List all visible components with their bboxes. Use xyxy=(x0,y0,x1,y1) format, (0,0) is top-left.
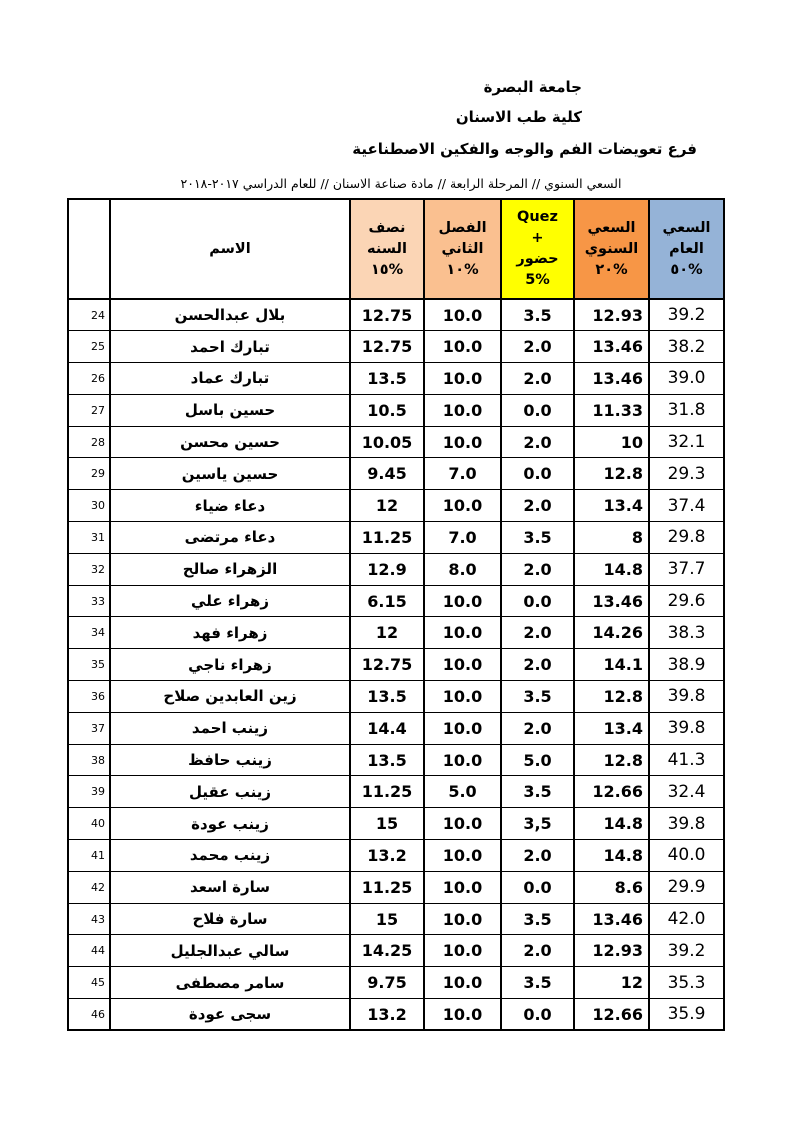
header-quiz-attendance xyxy=(501,199,574,299)
annual-effort-grade: 13.46 xyxy=(574,363,649,395)
total-effort-grade: 39.8 xyxy=(649,712,724,744)
second-semester-grade: 10.0 xyxy=(424,744,501,776)
student-name: سجى عودة xyxy=(110,999,350,1031)
second-semester-grade: 10.0 xyxy=(424,617,501,649)
second-semester-grade: 10.0 xyxy=(424,999,501,1031)
annual-effort-grade: 10 xyxy=(574,426,649,458)
quiz-attendance-grade: 3.5 xyxy=(501,903,574,935)
row-number: 42 xyxy=(68,871,110,903)
student-name: دعاء ضياء xyxy=(110,490,350,522)
table-row xyxy=(68,649,724,681)
second-semester-grade: 10.0 xyxy=(424,394,501,426)
row-number: 40 xyxy=(68,808,110,840)
row-number: 32 xyxy=(68,553,110,585)
row-number: 34 xyxy=(68,617,110,649)
second-semester-grade: 10.0 xyxy=(424,935,501,967)
quiz-attendance-grade: 0.0 xyxy=(501,999,574,1031)
row-number: 28 xyxy=(68,426,110,458)
total-effort-grade: 42.0 xyxy=(649,903,724,935)
annual-effort-grade: 14.8 xyxy=(574,840,649,872)
student-name: سارة اسعد xyxy=(110,871,350,903)
table-row xyxy=(68,776,724,808)
table-header-row xyxy=(68,199,724,299)
student-name: زينب احمد xyxy=(110,712,350,744)
header-line: %٥٠ xyxy=(670,261,703,278)
student-name: زينب حافظ xyxy=(110,744,350,776)
row-number: 36 xyxy=(68,681,110,713)
header-line: 5% xyxy=(525,272,550,288)
header-line: الثاني xyxy=(441,240,484,257)
header-line: %١٥ xyxy=(370,261,404,278)
table-row xyxy=(68,331,724,363)
half-year-grade: 13.5 xyxy=(350,744,424,776)
total-effort-grade: 29.9 xyxy=(649,871,724,903)
table-row xyxy=(68,394,724,426)
annual-effort-grade: 8.6 xyxy=(574,871,649,903)
second-semester-grade: 10.0 xyxy=(424,967,501,999)
annual-effort-grade: 12.66 xyxy=(574,776,649,808)
quiz-attendance-grade: 2.0 xyxy=(501,712,574,744)
row-number: 37 xyxy=(68,712,110,744)
row-number: 33 xyxy=(68,585,110,617)
row-number: 46 xyxy=(68,999,110,1031)
second-semester-grade: 10.0 xyxy=(424,490,501,522)
row-number: 38 xyxy=(68,744,110,776)
total-effort-grade: 29.6 xyxy=(649,585,724,617)
total-effort-grade: 35.3 xyxy=(649,967,724,999)
quiz-attendance-grade: 2.0 xyxy=(501,553,574,585)
header-line: %١٠ xyxy=(446,261,479,278)
annual-effort-grade: 12 xyxy=(574,967,649,999)
second-semester-grade: 10.0 xyxy=(424,585,501,617)
table-row xyxy=(68,553,724,585)
header-line: السعي xyxy=(587,219,636,236)
quiz-attendance-grade: 2.0 xyxy=(501,649,574,681)
quiz-attendance-grade: 2.0 xyxy=(501,840,574,872)
second-semester-grade: 10.0 xyxy=(424,331,501,363)
second-semester-grade: 10.0 xyxy=(424,649,501,681)
half-year-grade: 15 xyxy=(350,903,424,935)
half-year-grade: 6.15 xyxy=(350,585,424,617)
quiz-attendance-grade: 2.0 xyxy=(501,331,574,363)
header-line: حضور xyxy=(516,251,559,267)
quiz-attendance-grade: 0.0 xyxy=(501,458,574,490)
student-name: زينب محمد xyxy=(110,840,350,872)
half-year-grade: 11.25 xyxy=(350,871,424,903)
total-effort-grade: 39.2 xyxy=(649,935,724,967)
annual-effort-grade: 13.46 xyxy=(574,331,649,363)
table-row xyxy=(68,363,724,395)
total-effort-grade: 40.0 xyxy=(649,840,724,872)
student-name: زهراء ناجي xyxy=(110,649,350,681)
second-semester-grade: 5.0 xyxy=(424,776,501,808)
half-year-grade: 13.2 xyxy=(350,999,424,1031)
header-line: %٢٠ xyxy=(595,261,628,278)
second-semester-grade: 10.0 xyxy=(424,299,501,331)
table-row xyxy=(68,935,724,967)
row-number: 26 xyxy=(68,363,110,395)
college-title: كلية طب الاسنان xyxy=(455,108,582,126)
quiz-attendance-grade: 0.0 xyxy=(501,585,574,617)
department-title: فرع تعويضات الفم والوجه والفكين الاصطناعية xyxy=(352,140,697,158)
document-subtitle: السعي السنوي // المرحلة الرابعة // مادة صناعة الاسنان // للعام الدراسي ٢٠١٧-٢٠١٨ xyxy=(180,176,622,191)
half-year-grade: 11.25 xyxy=(350,776,424,808)
header-name: الاسم xyxy=(110,199,350,299)
annual-effort-grade: 11.33 xyxy=(574,394,649,426)
header-line: نصف xyxy=(368,219,406,236)
row-number: 27 xyxy=(68,394,110,426)
row-number: 45 xyxy=(68,967,110,999)
half-year-grade: 13.5 xyxy=(350,681,424,713)
header-line: الفصل xyxy=(438,219,487,236)
row-number: 31 xyxy=(68,522,110,554)
second-semester-grade: 10.0 xyxy=(424,426,501,458)
second-semester-grade: 10.0 xyxy=(424,808,501,840)
total-effort-grade: 39.2 xyxy=(649,299,724,331)
annual-effort-grade: 13.4 xyxy=(574,712,649,744)
half-year-grade: 12.75 xyxy=(350,299,424,331)
quiz-attendance-grade: 0.0 xyxy=(501,394,574,426)
header-line: السنه xyxy=(367,240,407,257)
table-row xyxy=(68,999,724,1031)
second-semester-grade: 10.0 xyxy=(424,840,501,872)
half-year-grade: 10.05 xyxy=(350,426,424,458)
student-name: سالي عبدالجليل xyxy=(110,935,350,967)
second-semester-grade: 10.0 xyxy=(424,871,501,903)
annual-effort-grade: 14.26 xyxy=(574,617,649,649)
student-name: دعاء مرتضى xyxy=(110,522,350,554)
annual-effort-grade: 13.4 xyxy=(574,490,649,522)
table-row xyxy=(68,458,724,490)
half-year-grade: 14.4 xyxy=(350,712,424,744)
quiz-attendance-grade: 2.0 xyxy=(501,617,574,649)
row-number: 30 xyxy=(68,490,110,522)
total-effort-grade: 41.3 xyxy=(649,744,724,776)
table-row xyxy=(68,840,724,872)
table-row xyxy=(68,967,724,999)
university-title: جامعة البصرة xyxy=(483,78,582,96)
table-row xyxy=(68,712,724,744)
header-annual-effort xyxy=(574,199,649,299)
total-effort-grade: 35.9 xyxy=(649,999,724,1031)
student-name: تبارك عماد xyxy=(110,363,350,395)
header-half-year xyxy=(350,199,424,299)
second-semester-grade: 10.0 xyxy=(424,712,501,744)
total-effort-grade: 32.1 xyxy=(649,426,724,458)
total-effort-grade: 37.4 xyxy=(649,490,724,522)
header-line: + xyxy=(531,230,544,246)
row-number: 29 xyxy=(68,458,110,490)
row-number: 41 xyxy=(68,840,110,872)
total-effort-grade: 38.3 xyxy=(649,617,724,649)
total-effort-grade: 39.8 xyxy=(649,681,724,713)
total-effort-grade: 29.8 xyxy=(649,522,724,554)
second-semester-grade: 8.0 xyxy=(424,553,501,585)
half-year-grade: 12.75 xyxy=(350,331,424,363)
half-year-grade: 14.25 xyxy=(350,935,424,967)
half-year-grade: 9.45 xyxy=(350,458,424,490)
total-effort-grade: 39.8 xyxy=(649,808,724,840)
student-name: زهراء فهد xyxy=(110,617,350,649)
second-semester-grade: 10.0 xyxy=(424,681,501,713)
second-semester-grade: 7.0 xyxy=(424,522,501,554)
student-name: سارة فلاح xyxy=(110,903,350,935)
table-row xyxy=(68,490,724,522)
row-number: 43 xyxy=(68,903,110,935)
annual-effort-grade: 14.1 xyxy=(574,649,649,681)
annual-effort-grade: 12.8 xyxy=(574,744,649,776)
student-name: زينب عقيل xyxy=(110,776,350,808)
quiz-attendance-grade: 3.5 xyxy=(501,776,574,808)
row-number: 39 xyxy=(68,776,110,808)
half-year-grade: 11.25 xyxy=(350,522,424,554)
quiz-attendance-grade: 3.5 xyxy=(501,967,574,999)
table-row xyxy=(68,903,724,935)
header-line: Quez xyxy=(517,209,558,225)
header-line: السعي xyxy=(662,219,711,236)
quiz-attendance-grade: 2.0 xyxy=(501,490,574,522)
annual-effort-grade: 14.8 xyxy=(574,808,649,840)
student-name: حسين ياسين xyxy=(110,458,350,490)
row-number: 25 xyxy=(68,331,110,363)
half-year-grade: 13.2 xyxy=(350,840,424,872)
half-year-grade: 12.9 xyxy=(350,553,424,585)
table-row xyxy=(68,522,724,554)
student-name: سامر مصطفى xyxy=(110,967,350,999)
quiz-attendance-grade: 3.5 xyxy=(501,299,574,331)
quiz-attendance-grade: 0.0 xyxy=(501,871,574,903)
total-effort-grade: 31.8 xyxy=(649,394,724,426)
half-year-grade: 10.5 xyxy=(350,394,424,426)
header-second-semester xyxy=(424,199,501,299)
table-row xyxy=(68,871,724,903)
student-name: الزهراء صالح xyxy=(110,553,350,585)
annual-effort-grade: 13.46 xyxy=(574,903,649,935)
table-row xyxy=(68,808,724,840)
quiz-attendance-grade: 2.0 xyxy=(501,363,574,395)
second-semester-grade: 10.0 xyxy=(424,903,501,935)
annual-effort-grade: 12.66 xyxy=(574,999,649,1031)
annual-effort-grade: 12.8 xyxy=(574,681,649,713)
grades-table xyxy=(67,198,725,1031)
total-effort-grade: 38.2 xyxy=(649,331,724,363)
quiz-attendance-grade: 3.5 xyxy=(501,681,574,713)
annual-effort-grade: 8 xyxy=(574,522,649,554)
quiz-attendance-grade: 2.0 xyxy=(501,935,574,967)
total-effort-grade: 38.9 xyxy=(649,649,724,681)
quiz-attendance-grade: 3,5 xyxy=(501,808,574,840)
student-name: تبارك احمد xyxy=(110,331,350,363)
row-number: 35 xyxy=(68,649,110,681)
quiz-attendance-grade: 3.5 xyxy=(501,522,574,554)
table-row xyxy=(68,585,724,617)
total-effort-grade: 29.3 xyxy=(649,458,724,490)
table-row xyxy=(68,681,724,713)
quiz-attendance-grade: 5.0 xyxy=(501,744,574,776)
header-line: السنوي xyxy=(584,240,639,257)
second-semester-grade: 10.0 xyxy=(424,363,501,395)
half-year-grade: 12 xyxy=(350,490,424,522)
table-row xyxy=(68,299,724,331)
student-name: حسين باسل xyxy=(110,394,350,426)
student-name: زهراء علي xyxy=(110,585,350,617)
student-name: زينب عودة xyxy=(110,808,350,840)
total-effort-grade: 32.4 xyxy=(649,776,724,808)
half-year-grade: 12 xyxy=(350,617,424,649)
annual-effort-grade: 14.8 xyxy=(574,553,649,585)
row-number: 24 xyxy=(68,299,110,331)
annual-effort-grade: 12.8 xyxy=(574,458,649,490)
student-name: زين العابدين صلاح xyxy=(110,681,350,713)
half-year-grade: 15 xyxy=(350,808,424,840)
table-row xyxy=(68,744,724,776)
quiz-attendance-grade: 2.0 xyxy=(501,426,574,458)
second-semester-grade: 7.0 xyxy=(424,458,501,490)
total-effort-grade: 39.0 xyxy=(649,363,724,395)
student-name: حسين محسن xyxy=(110,426,350,458)
annual-effort-grade: 12.93 xyxy=(574,299,649,331)
annual-effort-grade: 13.46 xyxy=(574,585,649,617)
student-name: بلال عبدالحسن xyxy=(110,299,350,331)
table-row xyxy=(68,617,724,649)
half-year-grade: 13.5 xyxy=(350,363,424,395)
half-year-grade: 9.75 xyxy=(350,967,424,999)
half-year-grade: 12.75 xyxy=(350,649,424,681)
header-total-effort xyxy=(649,199,724,299)
header-line: العام xyxy=(669,240,704,257)
header-number xyxy=(68,199,110,299)
row-number: 44 xyxy=(68,935,110,967)
annual-effort-grade: 12.93 xyxy=(574,935,649,967)
table-row xyxy=(68,426,724,458)
total-effort-grade: 37.7 xyxy=(649,553,724,585)
